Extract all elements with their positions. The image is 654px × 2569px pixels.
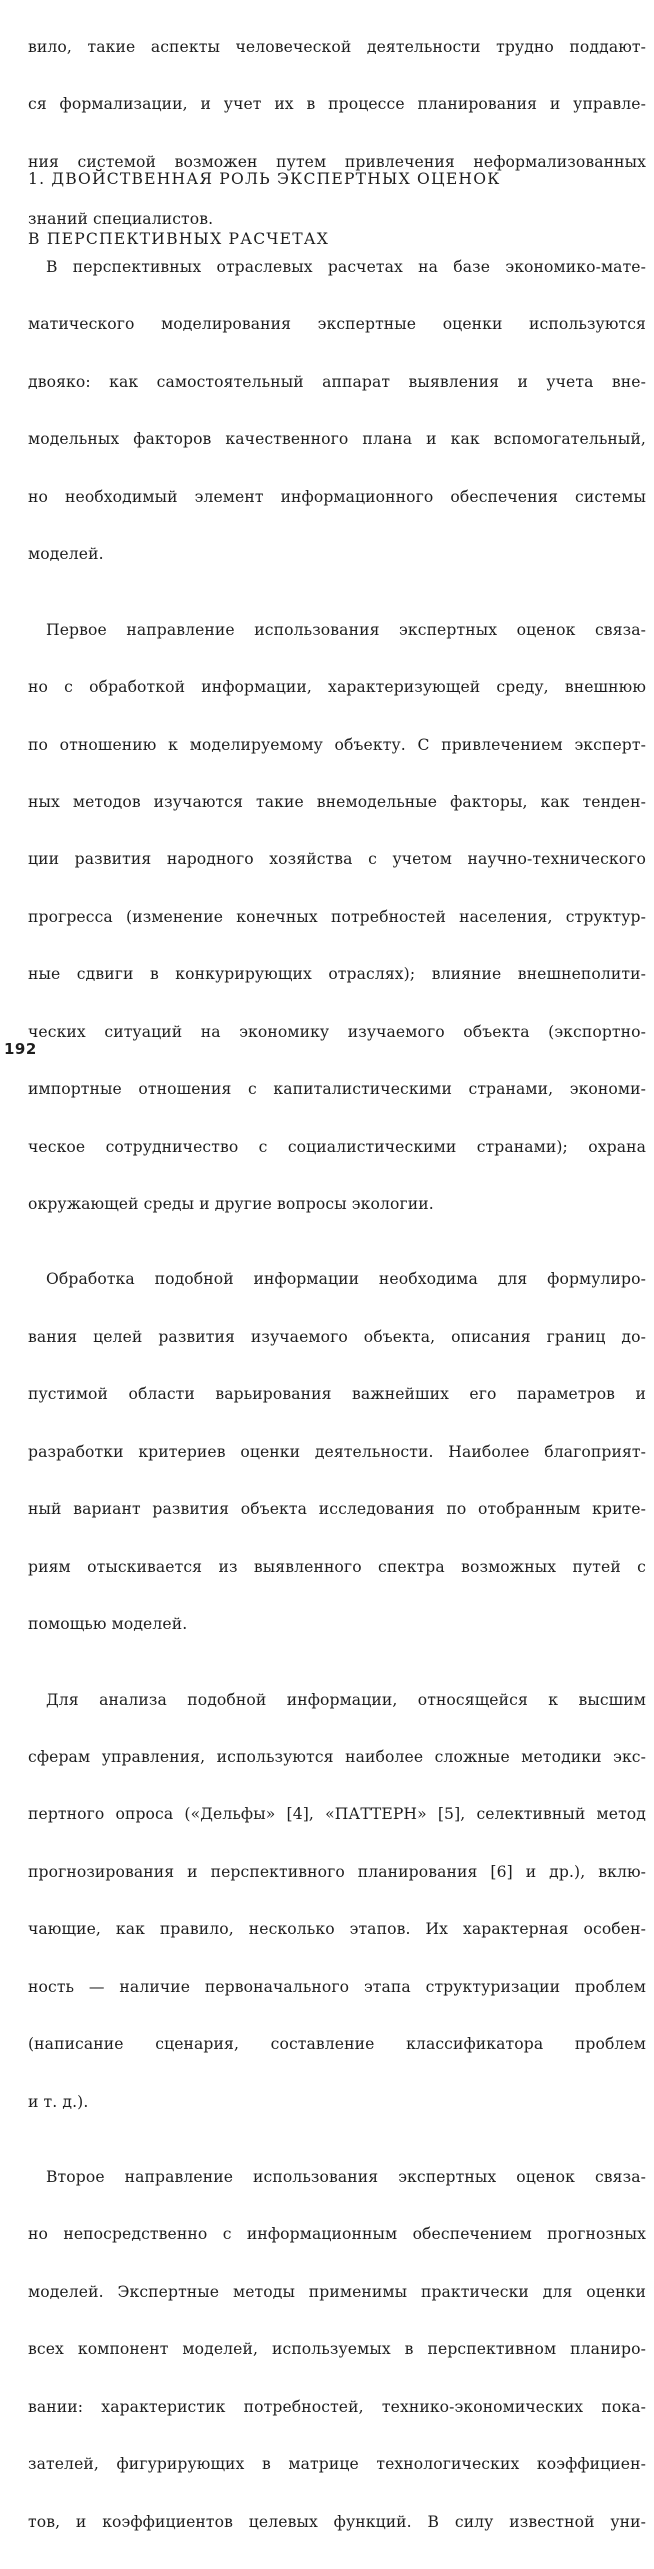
text-line: риям отыскивается из выявленного спектра возможных путей с xyxy=(28,1557,646,1576)
text-line: прогресса (изменение конечных потребностей населения, структур- xyxy=(28,907,646,926)
body-text xyxy=(28,203,646,2569)
text-line: ся формализации, и учет их в процессе планирования и управле- xyxy=(28,95,646,114)
page-number: 192 xyxy=(4,1040,37,1058)
text-line: импортные отношения с капиталистическими странами, экономи- xyxy=(28,1080,646,1099)
text-line: ный вариант развития объекта исследования по отобранным крите- xyxy=(28,1500,646,1519)
text-line: ции развития народного хозяйства с учетом научно-технического xyxy=(28,850,646,869)
text-line: (написание сценария, составление классификатора проблем xyxy=(28,2035,646,2054)
text-line: всех компонент моделей, используемых в перспективном планиро- xyxy=(28,2340,646,2359)
text-line: но непосредственно с информационным обеспечением прогнозных xyxy=(28,2225,646,2244)
heading-line: В ПЕРСПЕКТИВНЫХ РАСЧЕТАХ xyxy=(28,230,330,248)
text-line: окружающей среды и другие вопросы экологии. xyxy=(28,1195,434,1213)
text-line: Первое направление использования экспертных оценок связа- xyxy=(46,620,646,639)
text-line: вило, такие аспекты человеческой деятельности трудно поддают- xyxy=(28,38,646,56)
text-line: знаний специалистов. xyxy=(28,210,214,229)
text-line: сферам управления, используются наиболее сложные методики экс- xyxy=(28,1747,646,1766)
text-line: Обработка подобной информации необходима для формулиро- xyxy=(46,1270,646,1289)
text-line: ческих ситуаций на экономику изучаемого объекта (экспортно- xyxy=(28,1022,646,1041)
text-line: прогнозирования и перспективного планирования [6] и др.), вклю- xyxy=(28,1862,646,1881)
text-line: пустимой области варьирования важнейших его параметров и xyxy=(28,1385,646,1404)
text-line: ния системой возможен путем привлечения неформализованных xyxy=(28,152,646,171)
text-line: чающие, как правило, несколько этапов. Их характерная особен- xyxy=(28,1920,646,1939)
text-line: ные сдвиги в конкурирующих отраслях); влияние внешнеполити- xyxy=(28,965,646,984)
text-line: двояко: как самостоятельный аппарат выявления и учета вне- xyxy=(28,372,646,391)
text-line: матического моделирования экспертные оценки используются xyxy=(28,315,646,334)
text-line: пертного опроса («Дельфы» [4], «ПАТТЕРН» [5], селективный метод xyxy=(28,1805,646,1824)
text-line: Для анализа подобной информации, относящейся к высшим xyxy=(46,1690,646,1709)
text-line: вании: характеристик потребностей, технико-экономических пока- xyxy=(28,2397,646,2416)
text-line: зателей, фигурирующих в матрице технологических коэффициен- xyxy=(28,2455,646,2474)
text-line: моделей. xyxy=(28,545,104,564)
text-line: разработки критериев оценки деятельности. Наиболее благоприят- xyxy=(28,1442,646,1461)
text-line: модельных факторов качественного плана и как вспомогательный, xyxy=(28,430,646,449)
text-line: по отношению к моделируемому объекту. С привлечением эксперт- xyxy=(28,735,646,754)
heading-line: 1. ДВОЙСТВЕННАЯ РОЛЬ ЭКСПЕРТНЫХ ОЦЕНОК xyxy=(28,170,501,188)
text-line: и т. д.). xyxy=(28,2092,89,2111)
text-line: ность — наличие первоначального этапа структуризации проблем xyxy=(28,1977,646,1996)
text-line: ческое сотрудничество с социалистическими странами); охрана xyxy=(28,1137,646,1156)
text-line: Второе направление использования экспертных оценок связа- xyxy=(46,2168,646,2186)
text-line: ных методов изучаются такие внемодельные факторы, как тенден- xyxy=(28,792,646,811)
text-line: помощью моделей. xyxy=(28,1615,188,1634)
text-line: вания целей развития изучаемого объекта, описания границ до- xyxy=(28,1327,646,1346)
text-line: моделей. Экспертные методы применимы практически для оценки xyxy=(28,2282,646,2301)
text-line: тов, и коэффициентов целевых функций. В силу известной уни- xyxy=(28,2512,646,2531)
text-line: но с обработкой информации, характеризующей среду, внешнюю xyxy=(28,678,646,697)
text-line: В перспективных отраслевых расчетах на базе экономико-мате- xyxy=(46,258,646,276)
text-line: но необходимый элемент информационного обеспечения системы xyxy=(28,487,646,506)
